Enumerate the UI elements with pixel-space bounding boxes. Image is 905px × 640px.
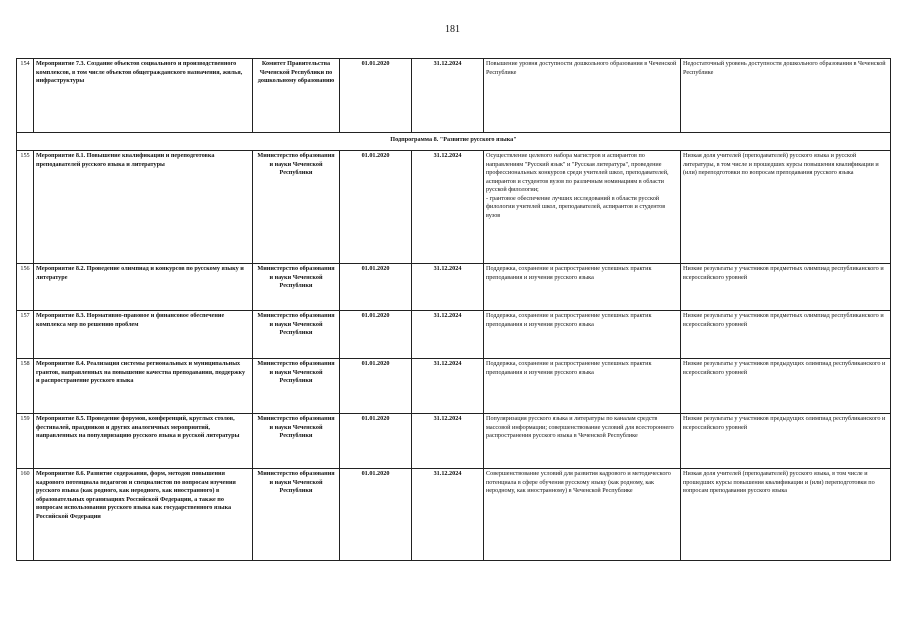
subprogram-row (17, 133, 891, 151)
expected-result (484, 151, 681, 264)
start-date: 01.01.2020 (340, 59, 412, 133)
end-date: 31.12.2024 (412, 469, 484, 561)
activity-name: Мероприятие 8.1. Повышение квалификации и переподготовка преподавателей русского языка и литературы (34, 151, 253, 264)
consequence: Низкие результаты у участников предметных олимпиад республиканского и всероссийского уровней (681, 264, 891, 311)
start-date: 01.01.2020 (340, 469, 412, 561)
consequence: Низкие результаты у участников предыдущих олимпиад республиканского и всероссийского уровней (681, 414, 891, 469)
row-number: 155 (17, 151, 34, 264)
table-row (17, 311, 891, 359)
executor: Министерство образования и науки Чеченской Республики (253, 311, 340, 359)
activity-name: Мероприятие 8.5. Проведение форумов, конференций, круглых столов, фестивалей, праздников и других аналогичных мероприятий, направленных на популяризацию русского языка и русской литературы (34, 414, 253, 469)
result-line: - грантовое обеспечение лучших исследований в области русской филологии учителей школ, преподавателей, аспирантов и студентов вузов (486, 194, 666, 219)
executor: Министерство образования и науки Чеченской Республики (253, 414, 340, 469)
end-date: 31.12.2024 (412, 311, 484, 359)
consequence: Низкая доля учителей (преподавателей) русского языка и русской литературы, в том числе и прошедших курсы повышения квалификации и (или) переподготовки по вопросам преподавания русского языка (681, 151, 891, 264)
consequence: Низкие результаты у участников предметных олимпиад республиканского и всероссийского уровней (681, 311, 891, 359)
expected-result: Поддержка, сохранение и распространение успешных практик преподавания и изучения русского языка (484, 311, 681, 359)
executor: Комитет Правительства Чеченской Республики по дошкольному образованию (253, 59, 340, 133)
page-number: 181 (445, 24, 460, 35)
end-date: 31.12.2024 (412, 59, 484, 133)
activity-name: Мероприятие 8.2. Проведение олимпиад и конкурсов по русскому языку и литературе (34, 264, 253, 311)
row-number: 160 (17, 469, 34, 561)
table-row (17, 59, 891, 133)
table-row (17, 469, 891, 561)
expected-result: Совершенствование условий для развития кадрового и методического потенциала в сфере обучения русскому языку (как родному, как неродному, как иностранному) в Чеченской Республике (484, 469, 681, 561)
start-date: 01.01.2020 (340, 414, 412, 469)
consequence: Низкая доля учителей (преподавателей) русского языка, в том числе и прошедших курсы повышения квалификации и (или) переподготовки по вопросам преподавания русского языка (681, 469, 891, 561)
activities-table (16, 58, 891, 561)
table-row (17, 359, 891, 414)
executor: Министерство образования и науки Чеченской Республики (253, 264, 340, 311)
row-number: 158 (17, 359, 34, 414)
executor: Министерство образования и науки Чеченской Республики (253, 151, 340, 264)
consequence: Недостаточный уровень доступности дошкольного образования в Чеченской Республике (681, 59, 891, 133)
executor: Министерство образования и науки Чеченской Республики (253, 469, 340, 561)
expected-result: Популяризация русского языка и литературы по каналам средств массовой информации; совершенствование условий для всестороннего распространения русского языка в Чеченской Республике (484, 414, 681, 469)
table-row (17, 264, 891, 311)
expected-result: Поддержка, сохранение и распространение успешных практик преподавания и изучения русского языка (484, 359, 681, 414)
activity-name: Мероприятие 8.3. Нормативно-правовое и финансовое обеспечение комплекса мер по решению проблем (34, 311, 253, 359)
result-line: Осуществление целевого набора магистров и аспирантов по направлениям "Русский язык" и "Русская литература", проведение профессиональных конкурсов среди учителей школ, преподавателей, аспирантов и студентов вузов по различным номинациям в области русской филологии; (486, 152, 669, 194)
consequence: Низкие результаты у участников предыдущих олимпиад республиканского и всероссийского уровней (681, 359, 891, 414)
end-date: 31.12.2024 (412, 359, 484, 414)
activity-name: Мероприятие 8.4. Реализация системы региональных и муниципальных грантов, направленных на повышение качества преподавания, поддержку и распространение русского языка (34, 359, 253, 414)
activity-name: Мероприятие 7.3. Создание объектов социального и производственного комплексов, в том числе объектов общегражданского назначения, жилья, инфраструктуры (34, 59, 253, 133)
row-number: 154 (17, 59, 34, 133)
end-date: 31.12.2024 (412, 414, 484, 469)
activity-name: Мероприятие 8.6. Развитие содержания, форм, методов повышения кадрового потенциала педагогов и специалистов по вопросам изучения русского языка (как родного, как неродного, как иностранного) в образовательных организациях Российской Федерации, а также по вопросам использования русского языка как государственного языка Российской Федерации (34, 469, 253, 561)
expected-result: Поддержка, сохранение и распространение успешных практик преподавания и изучения русского языка (484, 264, 681, 311)
executor: Министерство образования и науки Чеченской Республики (253, 359, 340, 414)
row-number: 156 (17, 264, 34, 311)
end-date: 31.12.2024 (412, 151, 484, 264)
row-number: 157 (17, 311, 34, 359)
start-date: 01.01.2020 (340, 264, 412, 311)
expected-result: Повышение уровня доступности дошкольного образования в Чеченской Республике (484, 59, 681, 133)
subprogram-title: Подпрограмма 8. "Развитие русского языка" (17, 133, 891, 151)
table-row (17, 414, 891, 469)
table-row (17, 151, 891, 264)
start-date: 01.01.2020 (340, 311, 412, 359)
start-date: 01.01.2020 (340, 359, 412, 414)
start-date: 01.01.2020 (340, 151, 412, 264)
end-date: 31.12.2024 (412, 264, 484, 311)
row-number: 159 (17, 414, 34, 469)
